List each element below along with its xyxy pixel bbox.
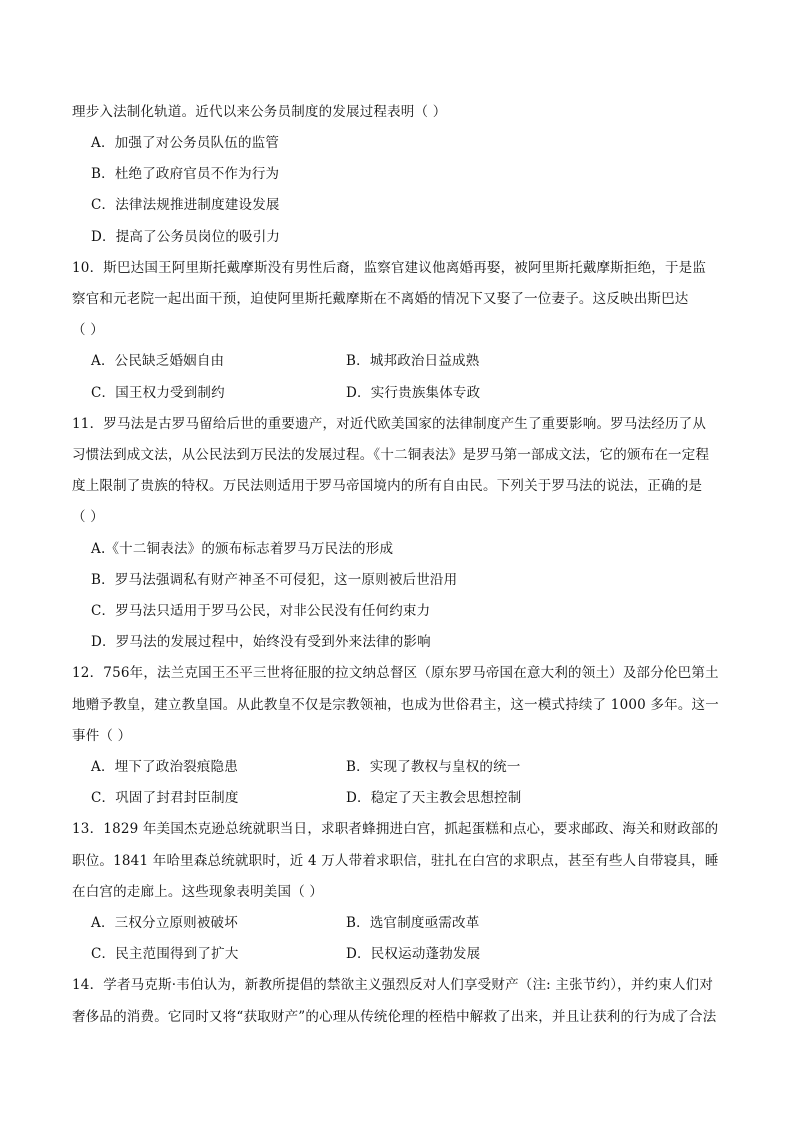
q10-stem-line: （ ） (72, 322, 104, 338)
q9-option-c: C．法律法规推进制度建设发展 (91, 197, 280, 213)
q11-option-b: B．罗马法强调私有财产神圣不可侵犯，这一原则被后世沿用 (91, 572, 458, 588)
q11-option-c: C．罗马法只适用于罗马公民，对非公民没有任何约束力 (91, 603, 431, 619)
q12-stem-line: 地赠予教皇，建立教皇国。从此教皇不仅是宗教领袖，也成为世俗君主，这一模式持续了 1000 多年。这一 (72, 697, 719, 713)
q13-option-a: A．三权分立原则被破坏 (91, 915, 238, 931)
q12-stem-line: 事件（ ） (72, 728, 132, 744)
q11-option-d: D．罗马法的发展过程中，始终没有受到外来法律的影响 (91, 634, 431, 650)
q14-stem-line: 奢侈品的消费。它同时又将“获取财产”的心理从传统伦理的桎梏中解救了出来，并且让获利的行为成了合法 (72, 1009, 717, 1025)
q12-option-c: C．巩固了封君封臣制度 (91, 790, 239, 806)
q9-option-b: B．杜绝了政府官员不作为行为 (91, 166, 280, 182)
q9-option-d: D．提高了公务员岗位的吸引力 (91, 229, 281, 245)
q9-stem: 理步入法制化轨道。近代以来公务员制度的发展过程表明（ ） (72, 104, 447, 120)
q11-stem-line: 习惯法到成文法，从公民法到万民法的发展过程。《十二铜表法》是罗马第一部成文法，它的颁布在一定程 (72, 447, 710, 463)
q10-option-b: B．城邦政治日益成熟 (346, 353, 480, 369)
q10-stem-line: 察官和元老院一起出面干预，迫使阿里斯托戴摩斯在不离婚的情况下又娶了一位妻子。这反映出斯巴达 (72, 291, 689, 307)
q12-option-d: D．稳定了天主教会思想控制 (346, 790, 522, 806)
q13-stem-line: 在白宫的走廊上。这些现象表明美国（ ） (72, 884, 324, 900)
q12-option-b: B．实现了教权与皇权的统一 (346, 759, 521, 775)
q14-stem-line: 14．学者马克斯·韦伯认为，新教所提倡的禁欲主义强烈反对人们享受财产（注: 主张节约），并约束人们对 (72, 977, 714, 993)
q13-stem-line: 13．1829 年美国杰克逊总统就职当日，求职者蜂拥进白宫，抓起蛋糕和点心，要求邮政、海关和财政部的 (72, 821, 719, 837)
q9-option-a: A．加强了对公务员队伍的监管 (91, 135, 280, 151)
q11-option-a: A.《十二铜表法》的颁布标志着罗马万民法的形成 (91, 541, 394, 557)
q13-option-b: B．选官制度亟需改革 (346, 915, 480, 931)
q10-option-c: C．国王权力受到制约 (91, 385, 225, 401)
q10-option-d: D．实行贵族集体专政 (346, 385, 481, 401)
q13-option-d: D．民权运动蓬勃发展 (346, 946, 481, 962)
q10-stem-line: 10．斯巴达国王阿里斯托戴摩斯没有男性后裔，监察官建议他离婚再娶，被阿里斯托戴摩斯拒绝，于是监 (72, 260, 707, 276)
q11-stem-line: 11．罗马法是古罗马留给后世的重要遗产，对近代欧美国家的法律制度产生了重要影响。罗马法经历了从 (72, 416, 707, 432)
q10-option-a: A．公民缺乏婚姻自由 (91, 353, 225, 369)
q11-stem-line: （ ） (72, 509, 104, 525)
q13-stem-line: 职位。1841 年哈里森总统就职时，近 4 万人带着求职信，驻扎在白宫的求职点，甚至有些人自带寝具，睡 (72, 853, 719, 869)
q13-option-c: C．民主范围得到了扩大 (91, 946, 239, 962)
q11-stem-line: 度上限制了贵族的特权。万民法则适用于罗马帝国境内的所有自由民。下列关于罗马法的说法，正确的是 (72, 478, 703, 494)
q12-option-a: A．埋下了政治裂痕隐患 (91, 759, 238, 775)
q12-stem-line: 12．756年，法兰克国王丕平三世将征服的拉文纳总督区（原东罗马帝国在意大利的领土）及部分伦巴第土 (72, 665, 719, 681)
